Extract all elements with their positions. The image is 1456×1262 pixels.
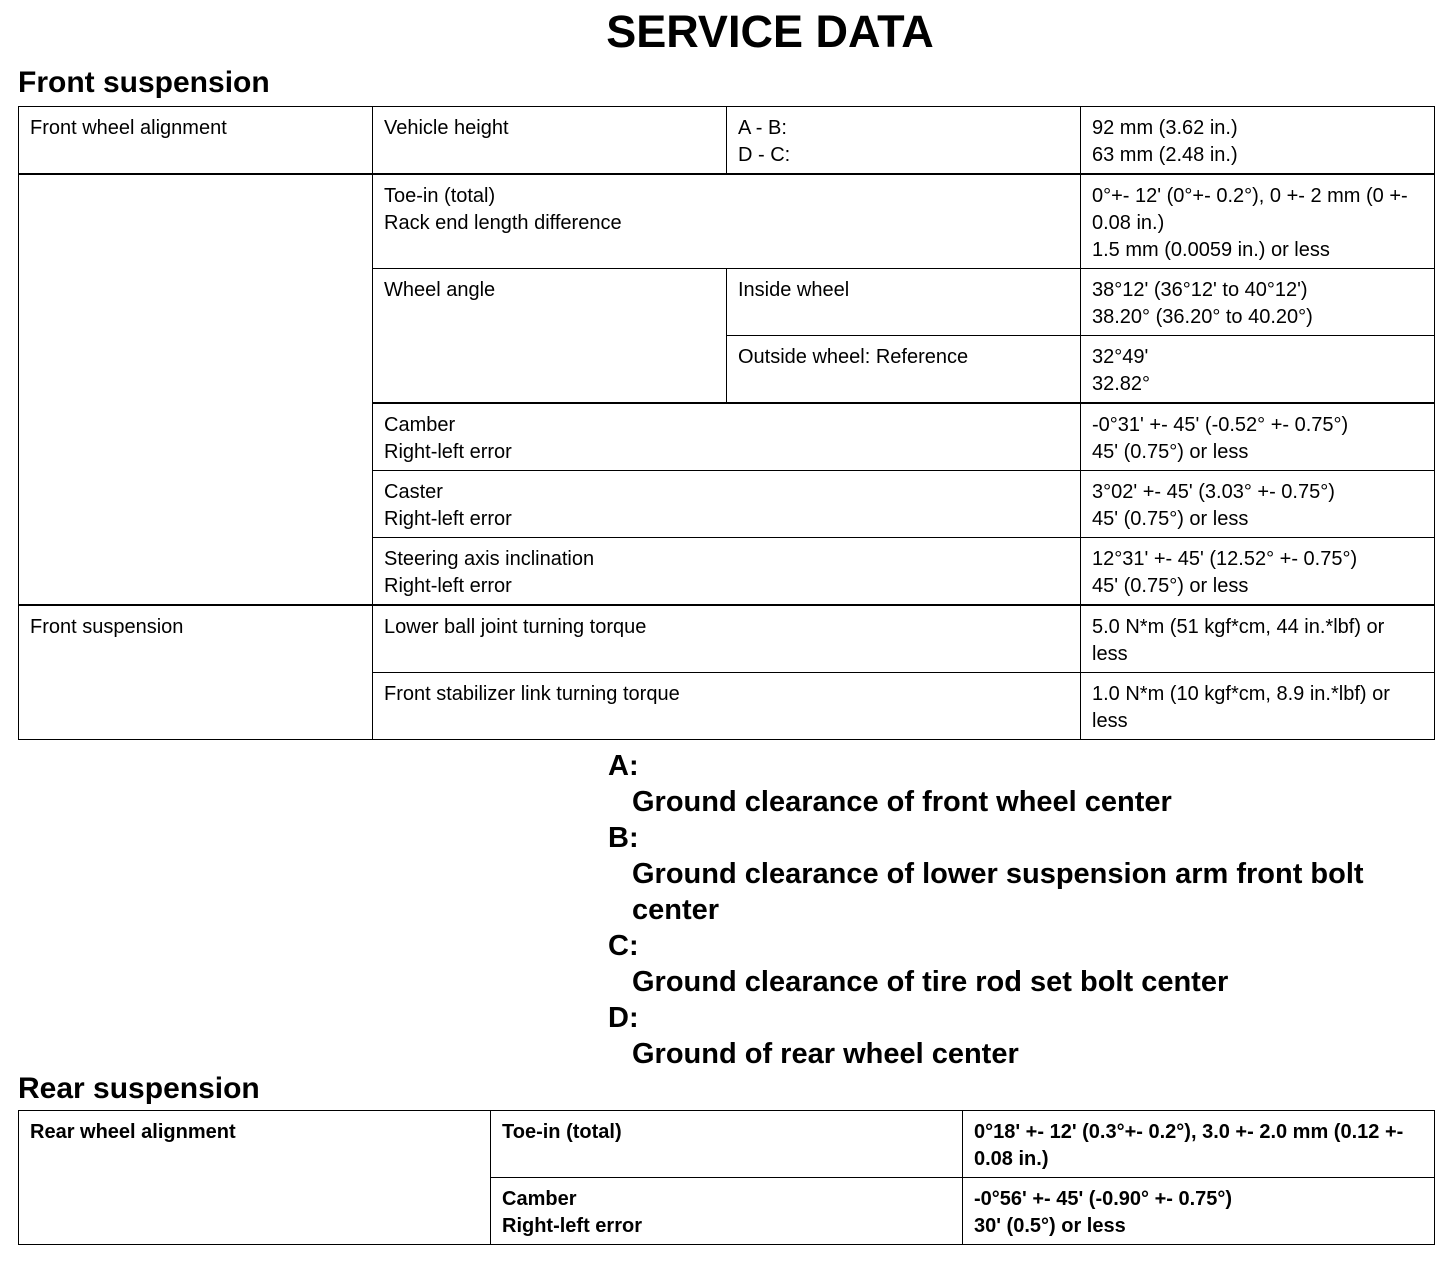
outside-wheel-value: 32°49' 32.82° (1081, 336, 1435, 404)
table-row (19, 605, 1435, 673)
rear-camber-label: Camber Right-left error (491, 1178, 963, 1245)
vehicle-height-points: A - B: D - C: (727, 107, 1081, 175)
legend-key-c: C: (608, 930, 639, 962)
legend-desc-c: Ground clearance of tire rod set bolt center (632, 966, 1229, 998)
rear-camber-value: -0°56' +- 45' (-0.90° +- 0.75°) 30' (0.5°) or less (963, 1178, 1435, 1245)
vehicle-height-label: Vehicle height (373, 107, 727, 175)
legend-key-a: A: (608, 750, 639, 782)
ball-joint-label: Lower ball joint turning torque (373, 605, 1081, 673)
wheel-angle-label: Wheel angle (373, 269, 727, 404)
front-suspension-heading: Front suspension (18, 66, 270, 99)
front-suspension-label: Front suspension (19, 605, 373, 740)
steering-axis-value: 12°31' +- 45' (12.52° +- 0.75°) 45' (0.75°) or less (1081, 538, 1435, 606)
caster-label: Caster Right-left error (373, 471, 1081, 538)
caster-value: 3°02' +- 45' (3.03° +- 0.75°) 45' (0.75°) or less (1081, 471, 1435, 538)
camber-value: -0°31' +- 45' (-0.52° +- 0.75°) 45' (0.75°) or less (1081, 403, 1435, 471)
rear-wheel-alignment-label: Rear wheel alignment (19, 1111, 491, 1245)
stabilizer-label: Front stabilizer link turning torque (373, 673, 1081, 740)
ball-joint-value: 5.0 N*m (51 kgf*cm, 44 in.*lbf) or less (1081, 605, 1435, 673)
table-row (19, 107, 1435, 175)
toe-in-value: 0°+- 12' (0°+- 0.2°), 0 +- 2 mm (0 +- 0.08 in.) 1.5 mm (0.0059 in.) or less (1081, 174, 1435, 269)
steering-axis-label: Steering axis inclination Right-left error (373, 538, 1081, 606)
table-row (19, 1111, 1435, 1178)
outside-wheel-label: Outside wheel: Reference (727, 336, 1081, 404)
legend-desc-b: Ground clearance of lower suspension arm front bolt center (632, 858, 1364, 926)
rear-suspension-table (18, 1110, 1435, 1245)
rear-suspension-heading: Rear suspension (18, 1072, 260, 1105)
toe-in-label: Toe-in (total) Rack end length difference (373, 174, 1081, 269)
inside-wheel-label: Inside wheel (727, 269, 1081, 336)
legend-desc-a: Ground clearance of front wheel center (632, 786, 1172, 818)
legend-key-b: B: (608, 822, 639, 854)
table-row (19, 174, 1435, 269)
legend (608, 748, 1448, 1072)
vehicle-height-values: 92 mm (3.62 in.) 63 mm (2.48 in.) (1081, 107, 1435, 175)
inside-wheel-value: 38°12' (36°12' to 40°12') 38.20° (36.20° to 40.20°) (1081, 269, 1435, 336)
rear-toe-in-value: 0°18' +- 12' (0.3°+- 0.2°), 3.0 +- 2.0 mm (0.12 +- 0.08 in.) (963, 1111, 1435, 1178)
legend-desc-d: Ground of rear wheel center (632, 1038, 1019, 1070)
camber-label: Camber Right-left error (373, 403, 1081, 471)
stabilizer-value: 1.0 N*m (10 kgf*cm, 8.9 in.*lbf) or less (1081, 673, 1435, 740)
front-suspension-table (18, 106, 1435, 740)
front-wheel-alignment-label: Front wheel alignment (19, 107, 373, 175)
page-title: SERVICE DATA (606, 6, 934, 57)
rear-toe-in-label: Toe-in (total) (491, 1111, 963, 1178)
empty-cell (19, 174, 373, 605)
legend-key-d: D: (608, 1002, 639, 1034)
